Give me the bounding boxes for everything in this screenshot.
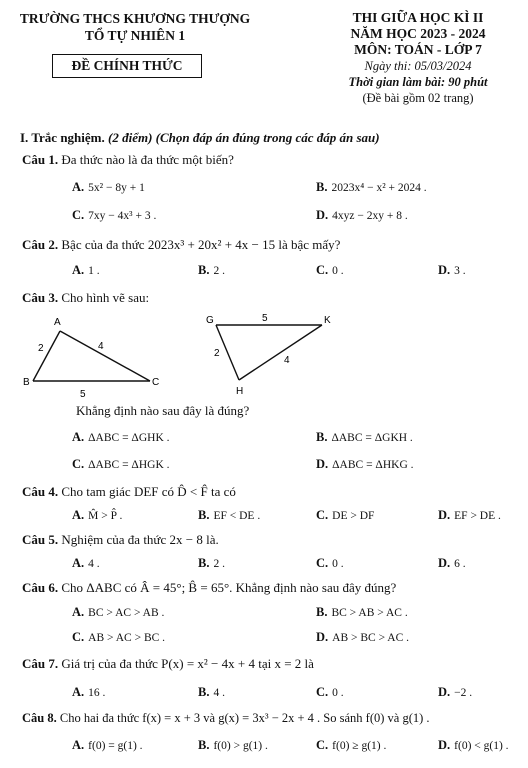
option-text: f(0) < g(1) . [454, 740, 509, 752]
q6-option-c[interactable] [72, 630, 165, 645]
option-letter: B. [198, 556, 210, 570]
option-letter: A. [72, 556, 85, 570]
option-letter: C. [72, 457, 85, 471]
q2-option-b[interactable] [198, 263, 225, 278]
question-text: Bậc của đa thức 2023x³ + 20x² + 4x − 15 là bậc mấy? [61, 237, 341, 252]
option-text: 4 . [213, 687, 225, 699]
option-letter: C. [316, 508, 329, 522]
length-ab: 2 [38, 343, 44, 354]
question-text: Đa thức nào là đa thức một biến? [61, 152, 234, 167]
option-letter: C. [72, 208, 85, 222]
q7-option-a[interactable] [72, 685, 105, 700]
option-text: ΔABC = ΔGHK . [88, 432, 170, 444]
q6-option-b[interactable] [316, 605, 408, 620]
q2-option-a[interactable] [72, 263, 100, 278]
segment-hk [239, 325, 322, 380]
question-2 [22, 237, 340, 253]
segment-ab [33, 331, 60, 381]
question-label: Câu 8. [22, 711, 57, 725]
option-letter: D. [316, 457, 329, 471]
option-letter: C. [316, 263, 329, 277]
length-hk: 4 [284, 355, 290, 366]
question-7 [22, 656, 314, 672]
option-text: 4xyz − 2xy + 8 . [332, 210, 408, 222]
question-3 [22, 290, 149, 306]
header-right [318, 10, 518, 106]
school-name: TRƯỜNG THCS KHƯƠNG THƯỢNG [19, 11, 251, 26]
option-text: f(0) = g(1) . [88, 740, 143, 752]
option-text: EF > DE . [454, 510, 501, 522]
option-text: 0 . [332, 265, 344, 277]
question-6 [22, 580, 396, 596]
vertex-h: H [236, 386, 244, 397]
question-5 [22, 532, 219, 548]
option-letter: D. [316, 630, 329, 644]
question-label: Câu 1. [22, 152, 59, 167]
option-letter: A. [72, 508, 85, 522]
q4-option-c[interactable] [316, 508, 374, 523]
q6-option-a[interactable] [72, 605, 164, 620]
vertex-c: C [152, 377, 160, 388]
option-letter: C. [72, 630, 85, 644]
q1-option-c[interactable] [72, 208, 156, 223]
q7-option-d[interactable] [438, 685, 472, 700]
question-label: Câu 3. [22, 290, 59, 305]
question-label: Câu 2. [22, 237, 59, 252]
question-label: Câu 6. [22, 580, 59, 595]
option-text: 2023x⁴ − x² + 2024 . [331, 182, 427, 194]
q5-option-b[interactable] [198, 556, 225, 571]
question-4 [22, 484, 236, 500]
option-letter: A. [72, 263, 85, 277]
exam-duration: Thời gian làm bài: 90 phút [348, 75, 488, 89]
q8-option-c[interactable] [316, 738, 386, 753]
option-letter: D. [438, 556, 451, 570]
q4-option-d[interactable] [438, 508, 501, 523]
option-text: ΔABC = ΔHGK . [88, 459, 170, 471]
option-text: DE > DF [332, 510, 375, 522]
option-letter: B. [316, 430, 328, 444]
vertex-k: K [324, 315, 331, 326]
question-label: Câu 5. [22, 532, 59, 547]
q7-option-c[interactable] [316, 685, 344, 700]
q8-option-a[interactable] [72, 738, 143, 753]
length-gh: 2 [214, 348, 220, 359]
q1-option-a[interactable] [72, 180, 145, 195]
option-text: 1 . [88, 265, 100, 277]
option-text: 2 . [213, 265, 225, 277]
option-text: 0 . [332, 687, 344, 699]
q3-option-a[interactable] [72, 430, 170, 445]
option-letter: D. [438, 263, 451, 277]
q4-option-b[interactable] [198, 508, 260, 523]
option-text: BC > AC > AB . [88, 607, 165, 619]
q6-option-d[interactable] [316, 630, 409, 645]
vertex-a: A [54, 317, 61, 328]
option-letter: C. [316, 738, 329, 752]
triangle-figure [0, 305, 528, 405]
option-letter: D. [438, 738, 451, 752]
vertex-g: G [206, 315, 214, 326]
option-text: 0 . [332, 558, 344, 570]
option-text: 5x² − 8y + 1 [88, 182, 145, 194]
option-letter: D. [438, 508, 451, 522]
option-text: f(0) > g(1) . [213, 740, 268, 752]
option-text: ΔABC = ΔHKG . [332, 459, 414, 471]
option-letter: B. [198, 738, 210, 752]
q7-option-b[interactable] [198, 685, 225, 700]
option-letter: D. [316, 208, 329, 222]
q3-option-b[interactable] [316, 430, 413, 445]
q5-option-c[interactable] [316, 556, 344, 571]
page-count: (Đề bài gồm 02 trang) [362, 91, 474, 105]
option-letter: C. [316, 685, 329, 699]
option-text: −2 . [454, 687, 473, 699]
question-1 [22, 152, 234, 168]
option-text: 3 . [454, 265, 466, 277]
q8-option-d[interactable] [438, 738, 509, 753]
option-text: AB > AC > BC . [88, 632, 166, 644]
length-bc: 5 [80, 389, 86, 400]
header-left [10, 10, 260, 44]
exam-date: Ngày thi: 05/03/2024 [364, 59, 472, 73]
option-letter: B. [198, 263, 210, 277]
option-text: BC > AB > AC . [331, 607, 408, 619]
subject-line: MÔN: TOÁN - LỚP 7 [354, 42, 482, 57]
q3-option-c[interactable] [72, 457, 170, 472]
segment-ac [60, 331, 150, 381]
q1-option-b[interactable] [316, 180, 427, 195]
question-8 [22, 711, 430, 726]
option-letter: B. [198, 508, 210, 522]
q1-option-d[interactable] [316, 208, 408, 223]
q3-statement: Khẳng định nào sau đây là đúng? [76, 403, 250, 418]
question-text: Nghiệm của đa thức 2x − 8 là. [61, 532, 219, 547]
question-text: Cho ΔABC có Â = 45°; B̂ = 65°. Khẳng định nào sau đây đúng? [61, 580, 397, 595]
q2-option-d[interactable] [438, 263, 466, 278]
option-text: ΔABC = ΔGKH . [331, 432, 413, 444]
option-letter: A. [72, 685, 85, 699]
option-text: AB > BC > AC . [332, 632, 410, 644]
option-text: f(0) ≥ g(1) . [332, 740, 387, 752]
option-letter: A. [72, 605, 85, 619]
option-letter: D. [438, 685, 451, 699]
option-letter: A. [72, 738, 85, 752]
option-text: 7xy − 4x³ + 3 . [88, 210, 157, 222]
q5-option-a[interactable] [72, 556, 100, 571]
option-letter: B. [316, 605, 328, 619]
official-label: ĐỀ CHÍNH THỨC [52, 54, 202, 78]
q2-option-c[interactable] [316, 263, 344, 278]
question-text: Cho hình vẽ sau: [61, 290, 150, 305]
q3-option-d[interactable] [316, 457, 414, 472]
option-letter: B. [316, 180, 328, 194]
option-letter: A. [72, 430, 85, 444]
q8-option-b[interactable] [198, 738, 268, 753]
option-text: 6 . [454, 558, 466, 570]
school-year: NĂM HỌC 2023 - 2024 [350, 26, 486, 41]
option-letter: C. [316, 556, 329, 570]
section-heading [20, 130, 380, 146]
vertex-b: B [23, 377, 30, 388]
option-letter: B. [198, 685, 210, 699]
exam-title: THI GIỮA HỌC KÌ II [352, 10, 484, 25]
question-text: Giá trị của đa thức P(x) = x² − 4x + 4 tại x = 2 là [61, 656, 314, 671]
department-name: TỔ TỰ NHIÊN 1 [84, 28, 186, 43]
question-label: Câu 4. [22, 484, 59, 499]
option-text: 4 . [88, 558, 100, 570]
option-text: M̂ > P̂ . [88, 510, 123, 522]
section-note: (2 điểm) (Chọn đáp án đúng trong các đáp án sau) [108, 130, 380, 145]
question-text: Cho hai đa thức f(x) = x + 3 và g(x) = 3x³ − 2x + 4 . So sánh f(0) và g(1) . [59, 711, 430, 725]
section-title: I. Trắc nghiệm. [20, 130, 105, 145]
length-gk: 5 [262, 313, 268, 324]
option-text: 2 . [213, 558, 225, 570]
question-text: Cho tam giác DEF có D̂ < F̂ ta có [61, 484, 236, 499]
q5-option-d[interactable] [438, 556, 466, 571]
q4-option-a[interactable] [72, 508, 122, 523]
option-letter: A. [72, 180, 85, 194]
length-ac: 4 [98, 341, 104, 352]
question-label: Câu 7. [22, 656, 59, 671]
option-text: EF < DE . [213, 510, 261, 522]
option-text: 16 . [88, 687, 106, 699]
